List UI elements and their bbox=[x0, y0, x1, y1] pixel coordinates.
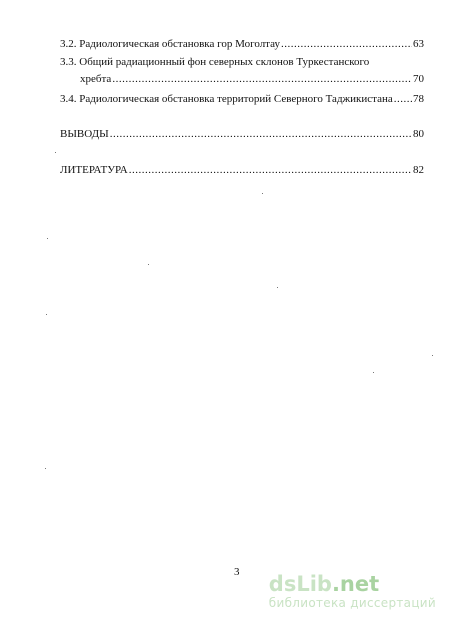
toc-entry-3-2 bbox=[60, 38, 424, 51]
toc-entry-3-3-title: 3.3. Общий радиационный фон северных склонов Туркестанского bbox=[60, 56, 370, 68]
scan-speck bbox=[47, 238, 48, 239]
toc-leader-dots bbox=[110, 128, 412, 141]
toc-entry-title: 3.4. Радиологическая обстановка территорий Северного Таджикистана bbox=[60, 93, 393, 105]
toc-entry-page: 80 bbox=[413, 128, 424, 140]
toc-leader-dots bbox=[112, 73, 412, 86]
scan-speck bbox=[277, 287, 278, 288]
toc-leader-dots bbox=[281, 38, 412, 51]
scan-speck bbox=[432, 355, 433, 356]
page-number: 3 bbox=[234, 566, 240, 578]
watermark-logo-suffix: .net bbox=[331, 572, 380, 596]
toc-entry-page: 78 bbox=[413, 93, 424, 105]
toc-entry-title: ЛИТЕРАТУРА bbox=[60, 164, 128, 176]
toc-leader-dots bbox=[129, 164, 412, 177]
toc-entry-conclusions bbox=[60, 128, 424, 141]
toc-entry-title: ВЫВОДЫ bbox=[60, 128, 109, 140]
watermark-logo bbox=[269, 572, 436, 596]
watermark-logo-main: dsLib bbox=[268, 572, 332, 596]
toc-entry-page: 82 bbox=[413, 164, 424, 176]
scan-speck bbox=[262, 193, 263, 194]
toc-leader-dots bbox=[394, 93, 412, 106]
toc-entry-page: 63 bbox=[413, 38, 424, 50]
toc-entry-page: 70 bbox=[413, 73, 424, 85]
toc-entry-3-4 bbox=[60, 93, 424, 106]
dslib-watermark bbox=[269, 572, 436, 610]
scan-speck bbox=[373, 372, 374, 373]
scan-speck bbox=[148, 264, 149, 265]
watermark-tagline: библиотека диссертаций bbox=[268, 596, 436, 610]
toc-entry-3-3 bbox=[80, 73, 424, 86]
toc-entry-continuation: хребта bbox=[80, 73, 112, 85]
toc-entry-title: 3.2. Радиологическая обстановка гор Моголтау bbox=[60, 38, 280, 50]
scan-speck bbox=[45, 468, 46, 469]
toc-entry-references bbox=[60, 164, 424, 177]
scan-speck bbox=[55, 152, 56, 153]
scan-speck bbox=[46, 314, 47, 315]
